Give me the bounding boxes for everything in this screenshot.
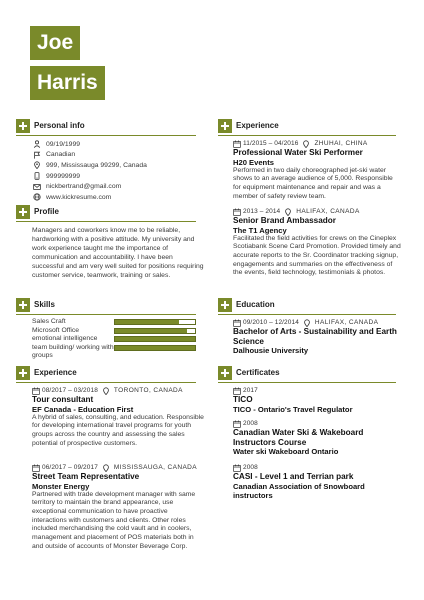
- location-pin-icon: [102, 464, 110, 472]
- entry-date: 2017: [243, 387, 258, 394]
- entry-certificate: TICO: [233, 395, 253, 404]
- calendar-icon: [233, 140, 241, 148]
- section-certificates: [218, 366, 396, 382]
- education-entry: [233, 318, 401, 355]
- plus-icon: [218, 119, 232, 133]
- entry-desc: Facilitated the field activities for crews on the Cineplex Scotiabank Scene Card Promotion. Provided timely and accurate reports to the Sr. Coordinator tracking signup, engagements and summaries on the effectiveness of the events, field technology, testimonials & photos.: [233, 234, 401, 277]
- calendar-icon: [233, 464, 241, 472]
- envelope-icon: [32, 183, 41, 191]
- person-icon: [32, 140, 41, 148]
- skills-list: [32, 318, 198, 361]
- plus-icon: [16, 119, 30, 133]
- last-name: Harris: [30, 66, 105, 100]
- location-pin-icon: [303, 319, 311, 327]
- entry-location: MISSISSAUGA, CANADA: [113, 464, 198, 471]
- info-email: nickbertrand@gmail.com: [32, 181, 202, 192]
- section-title: Skills: [34, 300, 55, 309]
- entry-org: The T1 Agency: [233, 225, 287, 235]
- entry-org: EF Canada - Education First: [32, 404, 134, 414]
- section-education: [218, 298, 396, 314]
- location-pin-icon: [32, 161, 41, 169]
- entry-desc: Partnered with trade development manager with same territory to maintain the brand appearance, use exceptional communication to have proactive interactions with customers and clients. Other roles included merchandising the cold vault and in coolers, management and placement of POS materials both in and outside of accounts of Monster Beverage Corp.: [32, 490, 196, 550]
- experience-entry: [233, 207, 401, 278]
- entry-date: 2008: [243, 420, 258, 427]
- section-personal-info: [16, 119, 196, 135]
- certificate-entry: [233, 463, 401, 500]
- skill-level-bar: [114, 328, 196, 334]
- entry-certificate: CASI - Level 1 and Terrian park: [233, 472, 354, 481]
- entry-org: H20 Events: [233, 157, 274, 167]
- section-title: Certificates: [236, 368, 280, 377]
- entry-degree: Bachelor of Arts - Sustainability and Earth Science: [233, 327, 397, 346]
- section-skills: [16, 298, 196, 314]
- entry-issuer: Canadian Association of Snowboard instructors: [233, 481, 365, 500]
- info-birth: 09/19/1999: [32, 139, 202, 150]
- calendar-icon: [32, 387, 40, 395]
- certificate-entry: [233, 386, 401, 414]
- skill-item: Sales Craft: [32, 318, 198, 327]
- globe-icon: [32, 193, 41, 201]
- entry-location: HALIFAX, CANADA: [314, 319, 379, 326]
- experience-entry: [32, 463, 204, 551]
- entry-issuer: TICO - Ontario's Travel Regulator: [233, 404, 353, 414]
- plus-icon: [16, 366, 30, 380]
- entry-location: TORONTO, CANADA: [113, 387, 183, 394]
- plus-icon: [16, 298, 30, 312]
- entry-certificate: Canadian Water Ski & Wakeboard Instructors Course: [233, 428, 364, 447]
- section-title: Education: [236, 300, 275, 309]
- certificate-entry: [233, 419, 401, 456]
- location-pin-icon: [284, 208, 292, 216]
- entry-desc: A hybrid of sales, consulting, and education. Responsible for developing international travel programs for youth groups across the country and assessing the sales potential of prospective customers.: [32, 413, 204, 447]
- section-title: Experience: [34, 368, 77, 377]
- info-nationality: Canadian: [32, 150, 202, 161]
- calendar-icon: [233, 387, 241, 395]
- experience-entry: [32, 386, 204, 448]
- info-website: www.kickresume.com: [32, 192, 202, 203]
- section-experience-left: [16, 366, 196, 382]
- info-address: 999, Mississauga 99299, Canada: [32, 160, 202, 171]
- entry-location: ZHUHAI, CHINA: [314, 140, 368, 147]
- entry-role: Senior Brand Ambassador: [233, 216, 336, 225]
- calendar-icon: [233, 319, 241, 327]
- location-pin-icon: [102, 387, 110, 395]
- location-pin-icon: [302, 140, 310, 148]
- skill-item: team building/ working with groups: [32, 344, 198, 361]
- info-phone: 999999999: [32, 171, 202, 182]
- entry-role: Professional Water Ski Performer: [233, 148, 363, 157]
- profile-text: Managers and coworkers know me to be reliable, hardworking with a positive attitude. My university and work experience taught me the importance of communication and accountability. I have been successful and am very well suited for positions requiring customer service, teamwork, training or sales.: [32, 227, 204, 280]
- skill-level-bar: [114, 336, 196, 342]
- plus-icon: [16, 205, 30, 219]
- skill-level-bar: [114, 319, 196, 325]
- entry-dates: 2013 – 2014: [243, 208, 281, 215]
- entry-dates: 09/2010 – 12/2014: [243, 319, 299, 326]
- phone-icon: [32, 172, 41, 180]
- entry-issuer: Water ski Wakeboard Ontario: [233, 447, 339, 456]
- entry-desc: Performed in two daily choreographed jet-ski water shows to an average audience of 5,000. Responsible for equipment maintenance and repair and was a member of safety review team.: [233, 166, 393, 200]
- entry-dates: 08/2017 – 03/2018: [42, 387, 98, 394]
- entry-role: Street Team Representative: [32, 472, 140, 481]
- plus-icon: [218, 298, 232, 312]
- experience-entry: [233, 139, 401, 201]
- entry-dates: 06/2017 – 09/2017: [42, 464, 98, 471]
- plus-icon: [218, 366, 232, 380]
- entry-school: Dalhousie University: [233, 346, 309, 355]
- section-profile: [16, 205, 196, 221]
- first-name: Joe: [30, 26, 80, 60]
- entry-role: Tour consultant: [32, 395, 94, 404]
- section-experience-right: [218, 119, 396, 135]
- calendar-icon: [233, 420, 241, 428]
- calendar-icon: [233, 208, 241, 216]
- entry-location: HALIFAX, CANADA: [296, 208, 360, 215]
- skill-item: Microsoft Office: [32, 327, 198, 336]
- entry-date: 2008: [243, 464, 258, 471]
- section-title: Experience: [236, 121, 279, 130]
- skill-level-bar: [114, 345, 196, 351]
- entry-org: Monster Energy: [32, 481, 90, 491]
- calendar-icon: [32, 464, 40, 472]
- section-title: Personal info: [34, 121, 85, 130]
- entry-dates: 11/2015 – 04/2016: [243, 140, 299, 147]
- skill-item: emotional intelligence: [32, 335, 198, 344]
- section-title: Profile: [34, 207, 59, 216]
- personal-info-list: [32, 139, 202, 203]
- flag-icon: [32, 151, 41, 159]
